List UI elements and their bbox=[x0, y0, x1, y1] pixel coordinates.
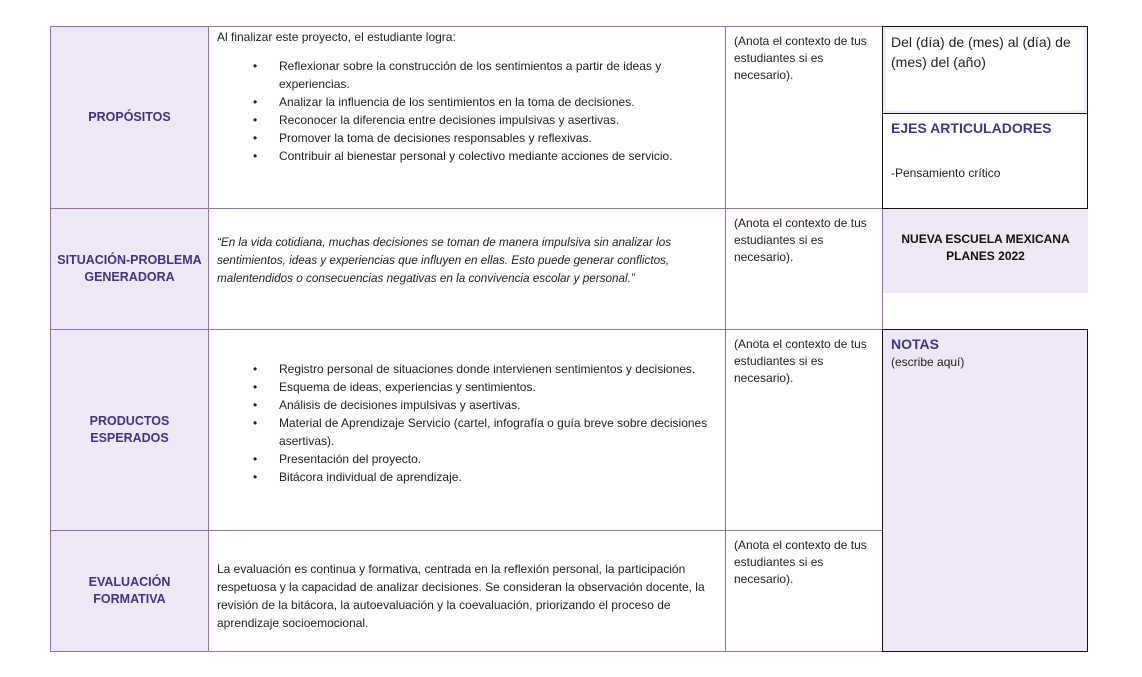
list-item: • Contribuir al bienestar personal y colectivo mediante acciones de servicio. bbox=[279, 147, 717, 165]
label-situacion-problema bbox=[50, 208, 209, 330]
nem-box bbox=[883, 209, 1088, 293]
context-note: (Anota el contexto de tus estudiantes si es necesario). bbox=[734, 337, 867, 385]
nem-line2: PLANES 2022 bbox=[946, 249, 1025, 263]
nem-line1: NUEVA ESCUELA MEXICANA bbox=[901, 232, 1070, 246]
propositos-list bbox=[217, 57, 717, 165]
list-item: • Esquema de ideas, experiencias y sentimientos. bbox=[279, 378, 717, 396]
label-evaluacion-formativa bbox=[50, 530, 209, 652]
productos-context[interactable] bbox=[725, 329, 883, 531]
propositos-intro: Al finalizar este proyecto, el estudiante logra: bbox=[217, 30, 456, 44]
date-range-text: Del (día) de (mes) al (día) de (mes) del (año) bbox=[891, 34, 1071, 70]
list-item: • Material de Aprendizaje Servicio (cartel, infografía o guía breve sobre decisiones asertivas). bbox=[279, 414, 717, 450]
situacion-content bbox=[208, 208, 726, 330]
label-propositos-text: PROPÓSITOS bbox=[88, 110, 171, 124]
context-note: (Anota el contexto de tus estudiantes si es necesario). bbox=[734, 538, 867, 586]
ejes-title: EJES ARTICULADORES bbox=[891, 120, 1052, 136]
list-item: • Promover la toma de decisiones responsables y reflexivas. bbox=[279, 129, 717, 147]
situacion-context[interactable] bbox=[725, 208, 883, 330]
list-item: • Análisis de decisiones impulsivas y asertivas. bbox=[279, 396, 717, 414]
notas-title: NOTAS bbox=[891, 336, 939, 352]
list-item: • Presentación del proyecto. bbox=[279, 450, 717, 468]
list-item: • Analizar la influencia de los sentimientos en la toma de decisiones. bbox=[279, 93, 717, 111]
productos-content bbox=[208, 329, 726, 531]
evaluacion-context[interactable] bbox=[725, 530, 883, 652]
notas-box[interactable] bbox=[882, 329, 1088, 652]
list-item: • Registro personal de situaciones donde intervienen sentimientos y decisiones. bbox=[279, 360, 717, 378]
list-item: • Reconocer la diferencia entre decisiones impulsivas y asertivas. bbox=[279, 111, 717, 129]
context-note: (Anota el contexto de tus estudiantes si es necesario). bbox=[734, 34, 867, 82]
list-item: • Reflexionar sobre la construcción de los sentimientos a partir de ideas y experiencias. bbox=[279, 57, 717, 93]
evaluacion-text: La evaluación es continua y formativa, centrada en la reflexión personal, la participación respetuosa y la capacidad de analizar decisiones. Se consideran la observación docente, la revisión de la bitácora, la autoevaluación y la coevaluación, priorizando el proceso de aprendizaje socioemocional. bbox=[217, 562, 705, 630]
situacion-text: “En la vida cotidiana, muchas decisiones se toman de manera impulsiva sin analizar los sentimientos, ideas y experiencias que influyen en ellas. Esto puede generar conflictos, malentendidos o consecuencias negativas en la convivencia escolar y personal.” bbox=[217, 236, 672, 285]
notas-placeholder: (escribe aquí) bbox=[891, 355, 965, 369]
label-productos-esperados bbox=[50, 329, 209, 531]
label-situacion-text: SITUACIÓN-PROBLEMA GENERADORA bbox=[57, 253, 202, 284]
list-item: • Bitácora individual de aprendizaje. bbox=[279, 468, 717, 486]
ejes-item: -Pensamiento crítico bbox=[891, 166, 1001, 180]
label-evaluacion-text: EVALUACIÓN FORMATIVA bbox=[88, 575, 171, 606]
date-inner bbox=[886, 30, 1084, 110]
label-propositos bbox=[50, 26, 209, 209]
context-note: (Anota el contexto de tus estudiantes si es necesario). bbox=[734, 216, 867, 264]
productos-list bbox=[217, 360, 717, 486]
ejes-box bbox=[882, 113, 1088, 209]
propositos-content bbox=[208, 26, 726, 209]
label-productos-text: PRODUCTOS ESPERADOS bbox=[89, 414, 170, 445]
evaluacion-content bbox=[208, 530, 726, 652]
propositos-context[interactable] bbox=[725, 26, 883, 209]
date-box[interactable] bbox=[882, 26, 1088, 114]
